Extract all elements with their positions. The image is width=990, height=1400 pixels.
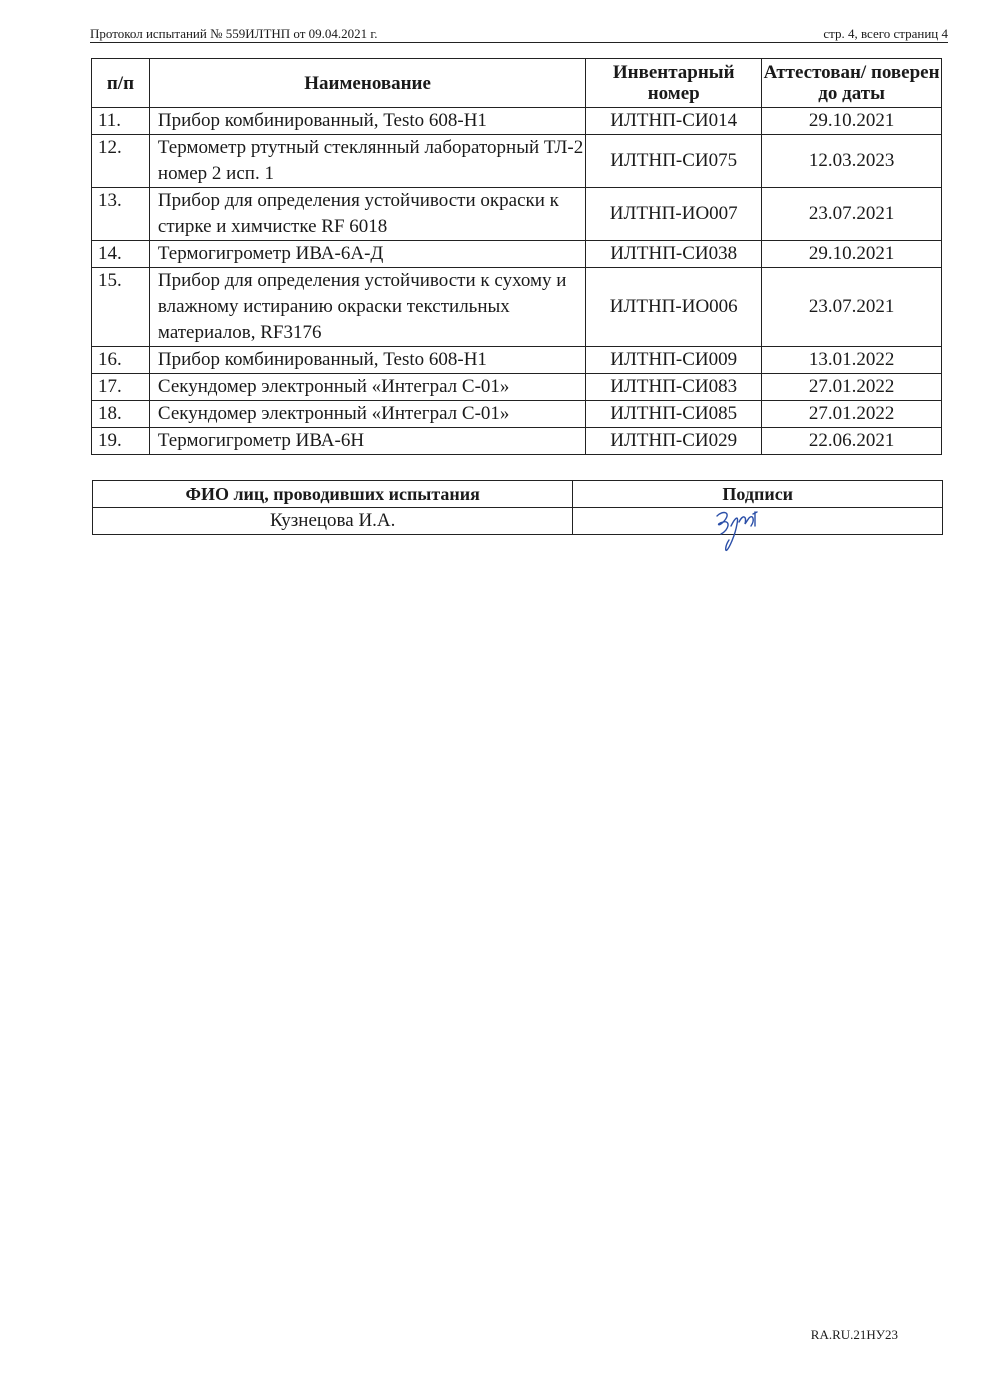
- tester-name: Кузнецова И.А.: [93, 508, 573, 535]
- verified-until-date: 27.01.2022: [762, 374, 942, 401]
- row-number: 15.: [92, 268, 150, 347]
- protocol-title: Протокол испытаний № 559ИЛТНП от 09.04.2021 г.: [90, 26, 378, 41]
- equipment-name: Секундомер электронный «Интеграл С-01»: [149, 401, 585, 428]
- col-header-date: Аттестован/ поверен до даты: [762, 59, 942, 108]
- table-row: [92, 428, 942, 455]
- equipment-table: [91, 58, 942, 455]
- table-row: [92, 401, 942, 428]
- equipment-name: Прибор комбинированный, Testo 608-H1: [149, 347, 585, 374]
- inventory-number: ИЛТНП-СИ083: [586, 374, 762, 401]
- signature-table: [92, 480, 943, 535]
- signature-header-row: [93, 481, 943, 508]
- table-row: [92, 188, 942, 241]
- row-number: 16.: [92, 347, 150, 374]
- equipment-name: Прибор комбинированный, Testo 608-H1: [149, 108, 585, 135]
- col-header-name: Наименование: [149, 59, 585, 108]
- row-number: 17.: [92, 374, 150, 401]
- row-number: 12.: [92, 135, 150, 188]
- page-counter: стр. 4, всего страниц 4: [823, 26, 948, 41]
- inventory-number: ИЛТНП-СИ075: [586, 135, 762, 188]
- table-row: [92, 268, 942, 347]
- verified-until-date: 13.01.2022: [762, 347, 942, 374]
- inventory-number: ИЛТНП-СИ038: [586, 241, 762, 268]
- verified-until-date: 29.10.2021: [762, 241, 942, 268]
- equipment-name: Прибор для определения устойчивости окраски к стирке и химчистке RF 6018: [149, 188, 585, 241]
- table-row: [92, 241, 942, 268]
- equipment-table-body: [92, 108, 942, 455]
- verified-until-date: 23.07.2021: [762, 268, 942, 347]
- equipment-name: Прибор для определения устойчивости к сухому и влажному истиранию окраски текстильных материалов, RF3176: [149, 268, 585, 347]
- table-row: [92, 347, 942, 374]
- col-header-inventory: Инвентарный номер: [586, 59, 762, 108]
- row-number: 18.: [92, 401, 150, 428]
- verified-until-date: 29.10.2021: [762, 108, 942, 135]
- row-number: 11.: [92, 108, 150, 135]
- row-number: 13.: [92, 188, 150, 241]
- verified-until-date: 23.07.2021: [762, 188, 942, 241]
- inventory-number: ИЛТНП-СИ029: [586, 428, 762, 455]
- col-header-testers: ФИО лиц, проводивших испытания: [93, 481, 573, 508]
- col-header-number: п/п: [92, 59, 150, 108]
- inventory-number: ИЛТНП-ИО007: [586, 188, 762, 241]
- inventory-number: ИЛТНП-СИ085: [586, 401, 762, 428]
- equipment-name: Термогигрометр ИВА-6А-Д: [149, 241, 585, 268]
- table-row: [92, 108, 942, 135]
- inventory-number: ИЛТНП-СИ009: [586, 347, 762, 374]
- row-number: 19.: [92, 428, 150, 455]
- handwritten-signature: [709, 504, 769, 554]
- signature-cell: [573, 508, 943, 535]
- table-header-row: [92, 59, 942, 108]
- row-number: 14.: [92, 241, 150, 268]
- signature-row: [93, 508, 943, 535]
- inventory-number: ИЛТНП-СИ014: [586, 108, 762, 135]
- table-row: [92, 374, 942, 401]
- accreditation-code: RA.RU.21НУ23: [810, 1327, 898, 1342]
- equipment-name: Секундомер электронный «Интеграл С-01»: [149, 374, 585, 401]
- col-header-signatures: Подписи: [573, 481, 943, 508]
- verified-until-date: 12.03.2023: [762, 135, 942, 188]
- inventory-number: ИЛТНП-ИО006: [586, 268, 762, 347]
- table-row: [92, 135, 942, 188]
- page-header: [90, 24, 948, 43]
- verified-until-date: 22.06.2021: [762, 428, 942, 455]
- equipment-name: Термометр ртутный стеклянный лабораторный ТЛ-2 номер 2 исп. 1: [149, 135, 585, 188]
- equipment-name: Термогигрометр ИВА-6Н: [149, 428, 585, 455]
- verified-until-date: 27.01.2022: [762, 401, 942, 428]
